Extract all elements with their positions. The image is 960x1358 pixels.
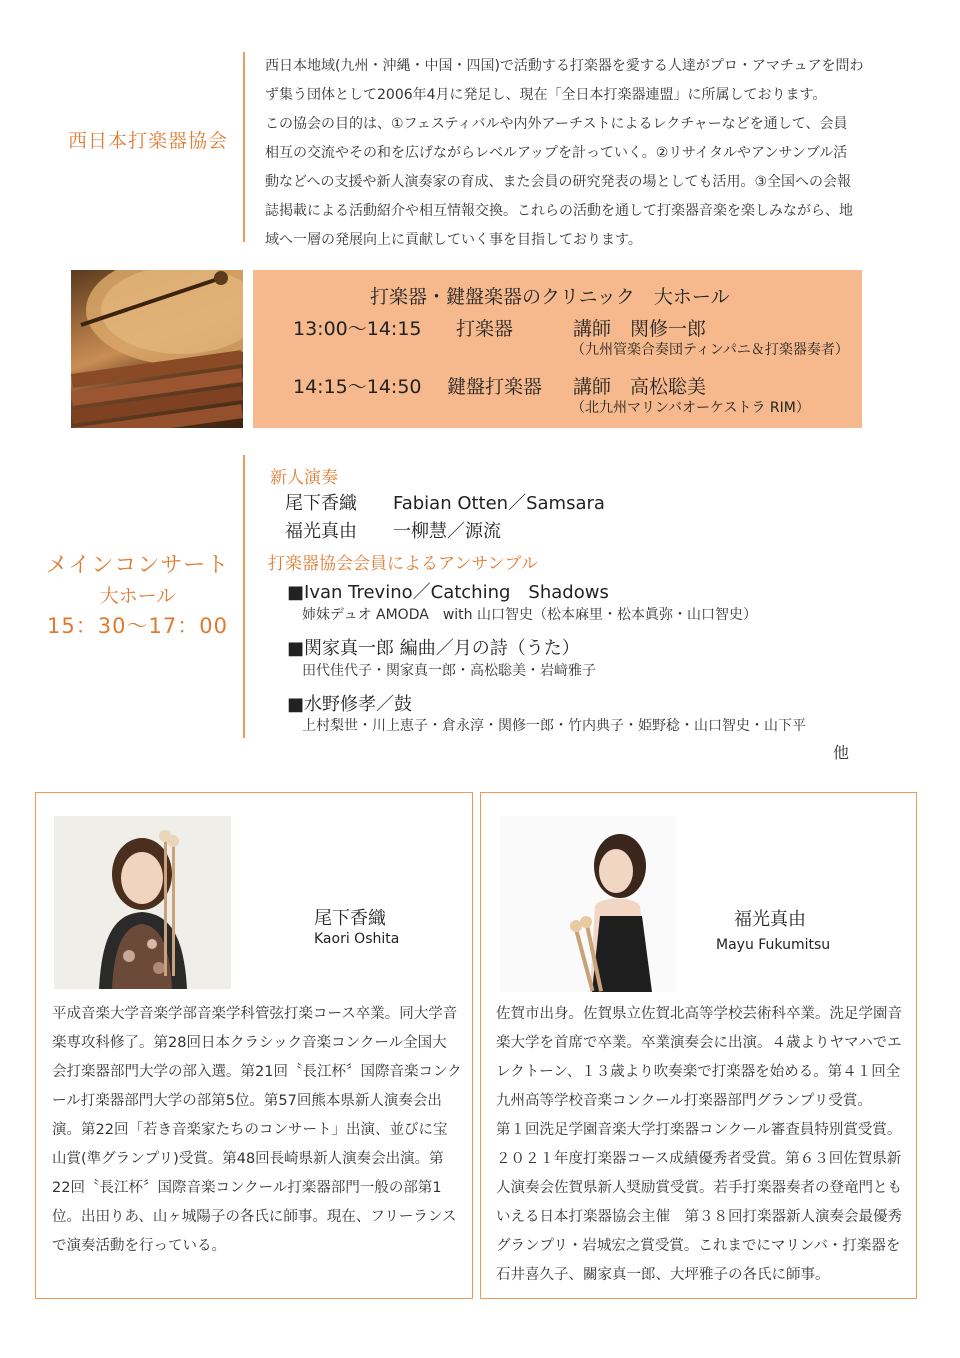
clinic-heading: 打楽器・鍵盤楽器のクリニック 大ホール xyxy=(370,286,730,308)
session-teacher: 講師 関修一郎 xyxy=(573,318,707,340)
bio-line: 22回〝長江杯〞国際音楽コンクール打楽器部門一般の部第1 xyxy=(52,1180,442,1196)
association-description xyxy=(265,52,895,255)
divider-line xyxy=(243,455,245,738)
bio-line: 九州高等学校音楽コンクール打楽器部門グランプリ受賞。 xyxy=(496,1093,872,1109)
performer-name-en: Kaori Oshita xyxy=(314,931,400,947)
divider-line xyxy=(243,52,245,242)
performance-piece: 一柳慧／源流 xyxy=(393,521,501,542)
session-time: 14:15〜14:50 xyxy=(293,376,422,398)
bio-line: ール打楽器部門大学の部第5位。第57回熊本県新人演奏会出 xyxy=(52,1093,442,1109)
association-title: 西日本打楽器協会 xyxy=(68,130,229,152)
bio-line: 山賞(準グランプリ)受賞。第48回長崎県新人演奏会出演。第 xyxy=(52,1151,444,1167)
session-time: 13:00〜14:15 xyxy=(293,318,422,340)
bio-line: で演奏活動を行っている。 xyxy=(52,1238,226,1254)
main-concert-time: 15：30〜17：00 xyxy=(47,614,228,638)
bio-line: グランプリ・岩城宏之賞受賞。これまでにマリンバ・打楽器を xyxy=(496,1238,901,1254)
bio-line: 人演奏会佐賀県新人奨励賞受賞。若手打楽器奏者の登竜門とも xyxy=(496,1180,902,1196)
session-teacher: 講師 高松聡美 xyxy=(573,376,707,398)
session-affiliation: （北九州マリンバオーケストラ RIM） xyxy=(571,400,810,416)
bio-line: ２０２１年度打楽器コース成績優秀者受賞。第６３回佐賀県新 xyxy=(496,1151,902,1167)
ensemble-players: 姉妹デュオ AMODA with 山口智史（松本麻里・松本眞弥・山口智史） xyxy=(302,607,757,623)
session-instrument: 鍵盤打楽器 xyxy=(447,376,543,398)
ensemble-players: 田代佳代子・関家真一郎・高松聡美・岩﨑雅子 xyxy=(302,663,596,679)
performer-name: 福光真由 xyxy=(734,909,806,930)
bio-line: 会打楽器部門大学の部入選。第21回〝長江杯〞国際音楽コンク xyxy=(52,1064,462,1080)
performance-piece: Fabian Otten／Samsara xyxy=(393,493,605,514)
description-line: 西日本地域(九州・沖縄・中国・四国)で活動する打楽器を愛する人達がプロ・アマチュアを問わ xyxy=(265,58,864,74)
performer-photo xyxy=(54,816,231,989)
description-line: 誌掲載による活動紹介や相互情報交換。これらの活動を通して打楽器音楽を楽しみながら、地 xyxy=(265,203,853,219)
bio-line: いえる日本打楽器協会主催 第３８回打楽器新人演奏会最優秀 xyxy=(496,1209,902,1225)
main-concert-hall: 大ホール xyxy=(99,585,176,607)
performer-bio xyxy=(52,1000,464,1261)
performer-bio xyxy=(496,1000,910,1290)
bio-line: 平成音楽大学音楽学部音楽学科管弦打楽コース卒業。同大学音 xyxy=(52,1006,458,1022)
bio-line: レクトーン、１３歳より吹奏楽で打楽器を始める。第４１回全 xyxy=(496,1064,901,1080)
performer-name: 福光真由 xyxy=(285,521,357,542)
description-line: この協会の目的は、①フェスティバルや内外アーチストによるレクチャーなどを通して、会員 xyxy=(265,116,848,132)
ensemble-piece: ■水野修孝／鼓 xyxy=(287,694,413,715)
newcomers-heading: 新人演奏 xyxy=(270,468,338,488)
session-instrument: 打楽器 xyxy=(456,318,514,340)
ensemble-players: 上村梨世・川上恵子・倉永淳・関修一郎・竹内典子・姫野稔・山口智史・山下平 xyxy=(302,718,806,734)
bio-line: 佐賀市出身。佐賀県立佐賀北高等学校芸術科卒業。洗足学園音 xyxy=(496,1006,902,1022)
clinic-panel xyxy=(253,270,862,428)
bio-line: 位。出田りあ、山ヶ城陽子の各氏に師事。現在、フリーランス xyxy=(52,1209,457,1225)
description-line: 域へ一層の発展向上に貢献していく事を目指しております。 xyxy=(265,232,642,248)
bio-line: 演。第22回「若き音楽家たちのコンサート」出演、並びに宝 xyxy=(52,1122,448,1138)
profile-card xyxy=(35,792,473,1299)
bio-line: 楽専攻科修了。第28回日本クラシック音楽コンクール全国大 xyxy=(52,1035,447,1051)
description-line: 動などへの支援や新人演奏家の育成、また会員の研究発表の場としても活用。③全国への会報 xyxy=(265,174,851,190)
main-concert-title-block xyxy=(45,548,230,640)
percussion-photo xyxy=(71,270,243,428)
description-line: 相互の交流やその和を広げながらレベルアップを計っていく。②リサイタルやアンサンブル活 xyxy=(265,145,848,161)
session-affiliation: （九州管楽合奏団ティンパニ＆打楽器奏者） xyxy=(571,342,849,358)
bio-line: 石井喜久子、關家真一郎、大坪雅子の各氏に師事。 xyxy=(496,1267,830,1283)
bio-line: 第１回洗足学園音楽大学打楽器コンクール審査員特別賞受賞。 xyxy=(496,1122,902,1138)
description-line: ず集う団体として2006年4月に発足し、現在「全日本打楽器連盟」に所属しております。 xyxy=(265,87,827,103)
performer-name-en: Mayu Fukumitsu xyxy=(716,937,831,953)
profile-card xyxy=(480,792,917,1299)
ensemble-piece: ■Ivan Trevino／Catching Shadows xyxy=(287,582,609,603)
performer-name: 尾下香織 xyxy=(285,493,357,514)
ensemble-heading: 打楽器協会会員によるアンサンブル xyxy=(268,554,538,574)
bio-line: 楽大学を首席で卒業。卒業演奏会に出演。４歳よりヤマハでエ xyxy=(496,1035,902,1051)
others-note: 他 xyxy=(833,743,850,762)
performer-photo xyxy=(500,816,677,992)
main-concert-title: メインコンサート xyxy=(45,553,230,578)
performer-name: 尾下香織 xyxy=(314,908,386,929)
ensemble-piece: ■関家真一郎 編曲／月の詩（うた） xyxy=(287,638,580,659)
